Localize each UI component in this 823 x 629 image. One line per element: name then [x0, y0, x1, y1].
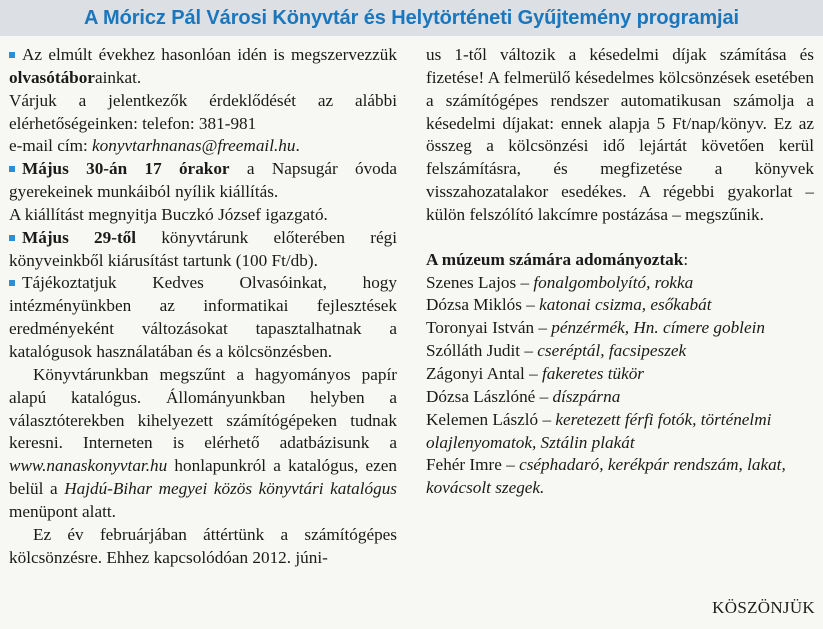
donor-item: Toronyai István – pénzérmék, Hn. címere goblein: [426, 318, 765, 338]
page-title: A Móricz Pál Városi Könyvtár és Helytörténeti Gyűjtemény programjai: [84, 6, 739, 29]
paragraph-lending: Ez év februárjában áttértünk a számítógépes kölcsönzésre. Ehhez kapcsolódóan 2012. júni-: [9, 524, 397, 567]
bullet-icon: [9, 166, 15, 172]
donor-item: Fehér Imre – cséphadaró, kerékpár rendszám, lakat, kovácsolt szegek.: [426, 455, 786, 498]
paragraph-email: e-mail cím: konyvtarhnanas@freemail.hu.: [9, 136, 300, 156]
paragraph-late-fees: us 1-től változik a késedelmi díjak számítása és fizetése! A felmerülő késedelmes kölcsönzések esetében a számítógépes rendszer automatikusan számolja a késedelmi díjakat: ennek alapja 5 Ft/nap/könyv. Ez az összeg a kölcsönzési idő lejártát követően kerül felszámításra, és megfizetése a könyvek visszahozatalakor esedékes. A régebbi gyakorlat – külön felszólító lakcímre postázása – megszűnik.: [426, 45, 814, 224]
paragraph-opening: A kiállítást megnyitja Buczkó József igazgató.: [9, 204, 328, 224]
donor-item: Szólláth Judit – cseréptál, facsipeszek: [426, 341, 687, 361]
donor-item: Kelemen László – keretezett férfi fotók, történelmi olajlenyomatok, Sztálin plakát: [426, 409, 772, 452]
email-link[interactable]: konyvtarhnanas@freemail.hu: [92, 136, 296, 156]
left-column: [9, 44, 397, 569]
paragraph-exhibition: Május 30-án 17 órakor a Napsugár óvoda gyerekeinek munkáiból nyílik kiállítás.: [9, 159, 398, 202]
right-column: [426, 44, 814, 500]
header-bar: [0, 0, 823, 36]
donor-item: Zágonyi Antal – fakeretes tükör: [426, 363, 644, 383]
donor-item: Dózsa Miklós – katonai csizma, esőkabát: [426, 295, 712, 315]
donor-item: Szenes Lajos – fonalgombolyító, rokka: [426, 272, 694, 292]
paragraph-contact: Várjuk a jelentkezők érdeklődését az alábbi elérhetőségeinken: telefon: 381-981: [9, 90, 397, 133]
paragraph-sale: Május 29-től könyvtárunk előterében régi könyveinkből kiárusítást tartunk (100 Ft/db).: [9, 227, 398, 270]
donor-list: [426, 272, 814, 500]
bullet-icon: [9, 235, 15, 241]
donor-item: Dózsa Lászlóné – díszpárna: [426, 386, 621, 406]
paragraph-reading-camp: Az elmúlt évekhez hasonlóan idén is megszervezzük olvasótáborainkat.: [9, 45, 397, 87]
thanks-text: KÖSZÖNJÜK: [712, 598, 815, 617]
bullet-icon: [9, 52, 15, 58]
website-link[interactable]: www.nanaskonyvtar.hu: [9, 456, 168, 476]
donations-heading: A múzeum számára adományoztak:: [426, 249, 689, 269]
paragraph-catalog: Könyvtárunkban megszűnt a hagyományos papír alapú katalógus. Állományunkban helyben a választóterekben kihelyezett számítógépeken tudnak keresni. Interneten is elérhető adatbázisunk a www.nanaskonyvtar.hu honlapunkról a katalógus, ezen belül a Hajdú-Bihar megyei közös könyvtári katalógus menüpont alatt.: [9, 364, 397, 521]
bullet-icon: [9, 280, 15, 286]
paragraph-info: Tájékoztatjuk Kedves Olvasóinkat, hogy intézményünkben az informatikai fejlesztések eredményeként változásokat tapasztalhatnak a katalógusok használatában és a kölcsönzésben.: [9, 273, 397, 361]
